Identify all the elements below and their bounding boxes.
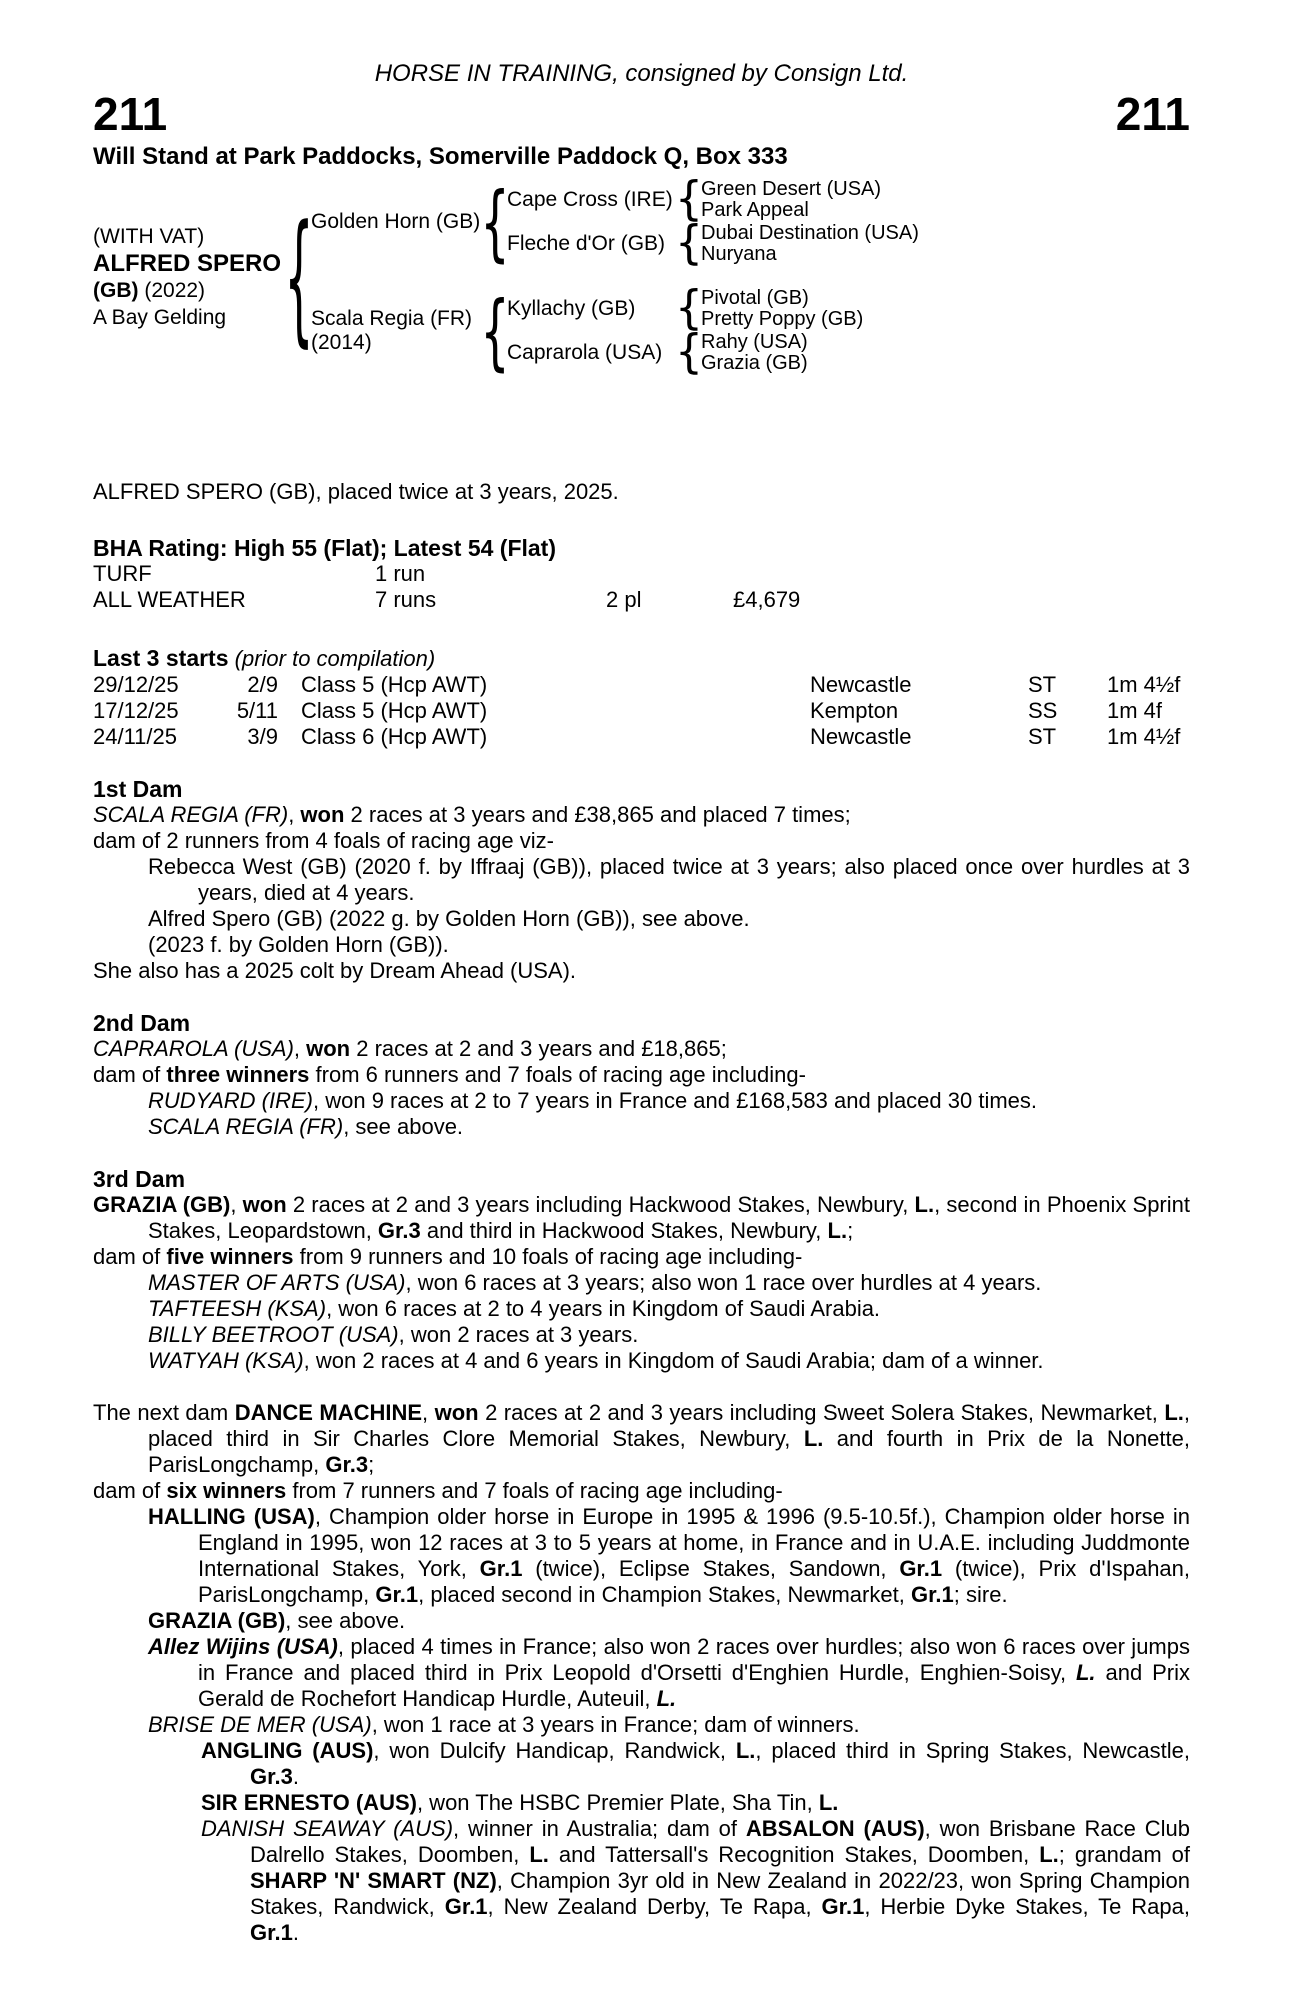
entry-billy-beetroot: BILLY BEETROOT (USA), won 2 races at 3 years. (148, 1322, 639, 1347)
great-grandparent-name: Green Desert (USA) (701, 178, 882, 200)
start-distance: 1m 4½f (1107, 672, 1181, 697)
entry-2023-filly: (2023 f. by Golden Horn (GB)). (148, 932, 449, 957)
surface-runs: 7 runs (375, 587, 437, 612)
pedigree-brace-icon: { (675, 281, 703, 336)
grandparent-name: Cape Cross (IRE) (507, 188, 673, 211)
lot-number-row (93, 90, 1190, 138)
start-date: 29/12/25 (93, 672, 179, 697)
entry-alfred-spero: Alfred Spero (GB) (2022 g. by Golden Horn (GB)), see above. (148, 906, 750, 931)
dam-name: Scala Regia (FR) (2014) (311, 307, 473, 354)
entry-master-of-arts: MASTER OF ARTS (USA), won 6 races at 3 years; also won 1 race over hurdles at 4 years. (148, 1270, 1042, 1295)
last3-start-row (93, 698, 1190, 724)
start-date: 17/12/25 (93, 698, 179, 723)
pedigree-brace-icon: { (284, 192, 314, 361)
start-race-class: Class 6 (Hcp AWT) (301, 724, 488, 749)
sire-name: Golden Horn (GB) (311, 210, 481, 233)
surface-record-row (93, 587, 1190, 613)
pedigree-brace-icon: { (480, 173, 510, 271)
entry-grazia-ref: GRAZIA (GB), see above. (148, 1608, 406, 1633)
subject-block (93, 223, 287, 331)
start-going: ST (1028, 672, 1057, 697)
start-going: ST (1028, 724, 1057, 749)
great-grandparent-name: Pretty Poppy (GB) (701, 308, 864, 330)
granddam-block (507, 325, 863, 380)
start-distance: 1m 4½f (1107, 724, 1181, 749)
entry-sir-ernesto: SIR ERNESTO (AUS), won The HSBC Premier Plate, Sha Tin, L. (201, 1790, 839, 1815)
dam1-note-line: She also has a 2025 colt by Dream Ahead (USA). (93, 958, 577, 983)
dam2-produce-line: dam of three winners from 6 runners and 7 foals of racing age including- (93, 1062, 806, 1087)
entry-rudyard: RUDYARD (IRE), won 9 races at 2 to 7 years in France and £168,583 and placed 30 times. (148, 1088, 1038, 1113)
start-course: Kempton (810, 698, 899, 723)
consignment-title: HORSE IN TRAINING, consigned by Consign Ltd. (374, 60, 909, 87)
horse-colour-sex: A Bay Gelding (93, 305, 227, 329)
entry-tafteesh: TAFTEESH (KSA), won 6 races at 2 to 4 years in Kingdom of Saudi Arabia. (148, 1296, 881, 1321)
great-grandparent-name: Park Appeal (701, 199, 809, 221)
dam1-produce-line: dam of 2 runners from 4 foals of racing age viz- (93, 828, 554, 853)
pedigree-branches (311, 172, 919, 380)
grandparent-name: Caprarola (USA) (507, 341, 663, 364)
entry-scala-regia: SCALA REGIA (FR), won 2 races at 3 years and £38,865 and placed 7 times; (93, 802, 851, 827)
pedigree-tree (93, 172, 1190, 380)
lot-number-left: 211 (93, 88, 168, 140)
grandsire-block (507, 281, 864, 336)
entry-halling: HALLING (USA), Champion older horse in Europe in 1995 & 1996 (9.5-10.5f.), Champion older horse in England in 1995, won 12 races at 3 to 5 years at home, in France and in U.A.E. including Juddmonte International Stakes, York, Gr.1 (twice), Eclipse Stakes, Sandown, Gr.1 (twice), Prix d'Ispahan, ParisLongchamp, Gr.1, placed second in Champion Stakes, Newmarket, Gr.1; sire. (148, 1504, 1191, 1607)
entry-watyah: WATYAH (KSA), won 2 races at 4 and 6 years in Kingdom of Saudi Arabia; dam of a winner. (148, 1348, 1044, 1373)
next-dam-produce-line: dam of six winners from 7 runners and 7 foals of racing age including- (93, 1478, 783, 1503)
vat-note: (WITH VAT) (93, 224, 205, 248)
dam2-heading: 2nd Dam (93, 1010, 191, 1036)
surface-earnings (733, 561, 1190, 587)
surface-record-row (93, 561, 1190, 587)
entry-angling: ANGLING (AUS), won Dulcify Handicap, Randwick, L., placed third in Spring Stakes, Newcastle, Gr.3. (201, 1738, 1191, 1789)
start-date: 24/11/25 (93, 724, 178, 749)
great-grandparent-name: Rahy (USA) (701, 331, 808, 353)
pedigree-brace-icon: { (675, 172, 703, 227)
surface-placed (606, 561, 733, 587)
start-race-class: Class 5 (Hcp AWT) (301, 698, 488, 723)
start-position: 2/9 (247, 672, 278, 697)
grandparent-name: Kyllachy (GB) (507, 297, 636, 320)
great-grandparent-name: Nuryana (701, 243, 777, 265)
last3-start-row (93, 672, 1190, 698)
stand-location-line: Will Stand at Park Paddocks, Somerville Paddock Q, Box 333 (93, 143, 788, 170)
horse-country: (GB) (93, 278, 139, 302)
last3-start-row (93, 724, 1190, 750)
start-distance: 1m 4f (1107, 698, 1163, 723)
horse-year-foaled: (2022) (144, 278, 206, 302)
entry-danish-seaway: DANISH SEAWAY (AUS), winner in Australia; dam of ABSALON (AUS), won Brisbane Race Club Dalrello Stakes, Doomben, L. and Tattersall's Recognition Stakes, Doomben, L.; grandam of SHARP 'N' SMART (NZ), Champion 3yr old in New Zealand in 2022/23, won Spring Champion Stakes, Randwick, Gr.1, New Zealand Derby, Te Rapa, Gr.1, Herbie Dyke Stakes, Te Rapa, Gr.1. (201, 1816, 1191, 1945)
surface-label: TURF (93, 561, 152, 586)
horse-name: ALFRED SPERO (93, 249, 282, 277)
great-grandparent-name: Pivotal (GB) (701, 287, 809, 309)
great-grandparent-name: Grazia (GB) (701, 352, 808, 374)
entry-allez-wijins: Allez Wijins (USA), placed 4 times in France; also won 2 races over hurdles; also won 6 races over jumps in France and placed third in Prix Leopold d'Orsetti d'Enghien Hurdle, Enghien-Soisy, L. and Prix Gerald de Rochefort Handicap Hurdle, Auteuil, L. (148, 1634, 1190, 1711)
surface-runs: 1 run (375, 561, 426, 586)
bha-rating-heading: BHA Rating: High 55 (Flat); Latest 54 (Flat) (93, 535, 556, 561)
entry-grazia: GRAZIA (GB), won 2 races at 2 and 3 years including Hackwood Stakes, Newbury, L., second in Phoenix Sprint Stakes, Leopardstown, Gr.3 and third in Hackwood Stakes, Newbury, L.; (93, 1192, 1190, 1243)
last3-starts-heading: Last 3 starts (prior to compilation) (93, 645, 436, 671)
race-summary-line: ALFRED SPERO (GB), placed twice at 3 years, 2025. (93, 479, 619, 504)
granddam-block (507, 216, 919, 271)
dam-branch (311, 281, 919, 380)
dam3-produce-line: dam of five winners from 9 runners and 10 foals of racing age including- (93, 1244, 803, 1269)
start-race-class: Class 5 (Hcp AWT) (301, 672, 488, 697)
surface-label: ALL WEATHER (93, 587, 246, 612)
pedigree-brace-icon: { (675, 325, 703, 380)
lot-number-right: 211 (1115, 88, 1190, 140)
pedigree-brace-icon: { (480, 282, 510, 380)
grandsire-block (507, 172, 919, 227)
pedigree-brace-icon: { (675, 216, 703, 271)
surface-earnings: £4,679 (733, 587, 801, 612)
dam1-heading: 1st Dam (93, 776, 183, 802)
surface-placed: 2 pl (606, 587, 642, 612)
dam3-heading: 3rd Dam (93, 1166, 186, 1192)
horse-country-year (93, 277, 287, 304)
great-grandparent-name: Dubai Destination (USA) (701, 222, 919, 244)
entry-caprarola: CAPRAROLA (USA), won 2 races at 2 and 3 years and £18,865; (93, 1036, 727, 1061)
start-course: Newcastle (810, 724, 912, 749)
entry-scala-regia-ref: SCALA REGIA (FR), see above. (148, 1114, 464, 1139)
start-course: Newcastle (810, 672, 912, 697)
entry-rebecca-west: Rebecca West (GB) (2020 f. by Iffraaj (GB)), placed twice at 3 years; also placed once over hurdles at 3 years, died at 4 years. (148, 854, 1190, 905)
start-position: 3/9 (247, 724, 278, 749)
sire-branch (311, 172, 919, 271)
grandparent-name: Fleche d'Or (GB) (507, 232, 666, 255)
start-position: 5/11 (236, 698, 278, 723)
entry-brise-de-mer: BRISE DE MER (USA), won 1 race at 3 years in France; dam of winners. (148, 1712, 860, 1737)
entry-dance-machine: The next dam DANCE MACHINE, won 2 races at 2 and 3 years including Sweet Solera Stakes, Newmarket, L., placed third in Sir Charles Clore Memorial Stakes, Newbury, L. and fourth in Prix de la Nonette, ParisLongchamp, Gr.3; (93, 1400, 1190, 1477)
start-going: SS (1028, 698, 1058, 723)
